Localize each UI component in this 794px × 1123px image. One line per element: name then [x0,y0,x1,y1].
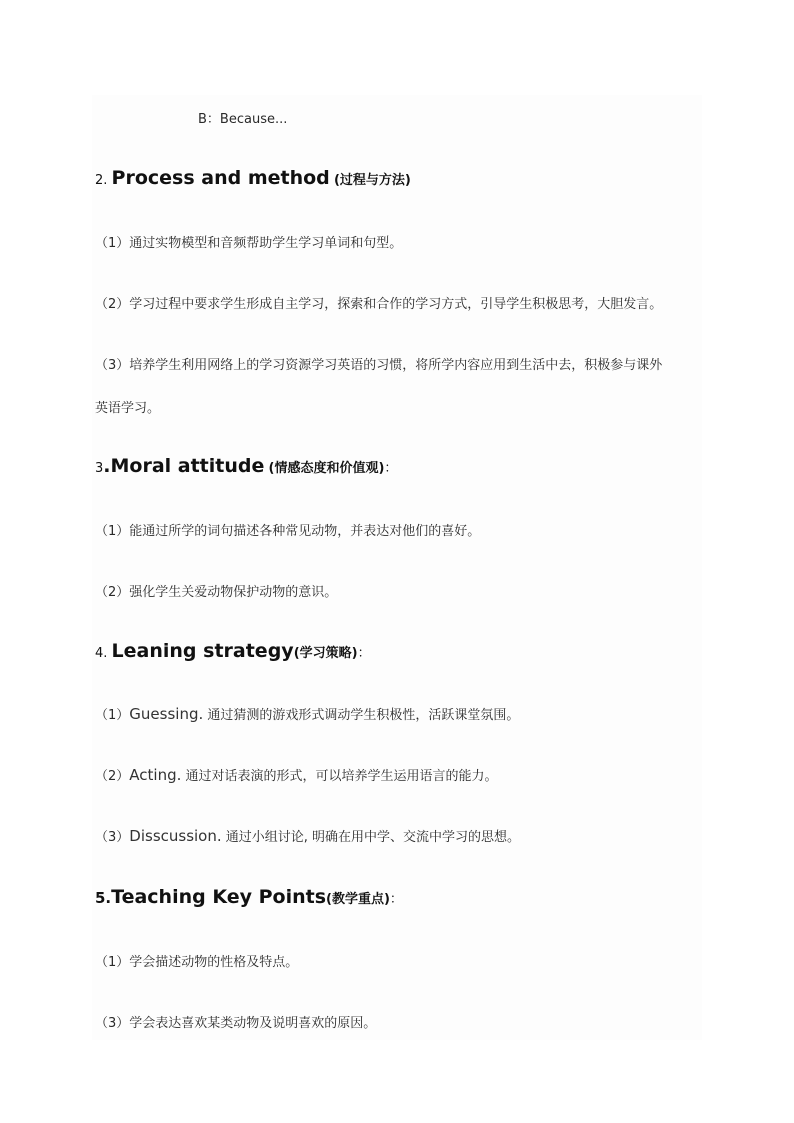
section-title-en: Teaching Key Points [111,886,327,908]
section-title-zh: (过程与方法) [333,173,411,188]
list-item [95,765,498,784]
item-prefix: （3） [95,830,130,845]
item-text: 通过小组讨论, 明确在用中学、交流中学习的思想。 [225,830,521,845]
section-title-en: Process and method [111,167,330,189]
section-title-en: Leaning strategy [111,640,294,662]
section-number: 3 [95,461,104,476]
item-term: Guessing. [129,705,204,723]
section-title-zh: (教学重点) [326,892,390,907]
section-title-en: .Moral attitude [103,455,265,477]
section-heading-teaching-key-points [95,886,403,908]
section-suffix: ： [384,461,398,476]
list-item-continuation: 英语学习。 [95,401,161,416]
item-text: 通过对话表演的形式，可以培养学生运用语言的能力。 [185,769,498,784]
section-title-zh: (学习策略) [293,646,358,661]
item-term: Disscussion. [129,827,222,845]
list-item [95,704,519,723]
section-suffix: ： [389,892,403,907]
list-item: （3）培养学生利用网络上的学习资源学习英语的习惯，将所学内容应用到生活中去，积极参与课外 [95,358,663,373]
list-item: （1）通过实物模型和音频帮助学生学习单词和句型。 [95,236,403,251]
section-heading-leaning-strategy [95,640,371,662]
item-prefix: （1） [95,708,130,723]
section-heading-process-method [95,167,411,189]
list-item: （2）学习过程中要求学生形成自主学习，探索和合作的学习方式，引导学生积极思考，大胆发言。 [95,297,663,312]
item-prefix: （2） [95,769,130,784]
list-item: （2）强化学生关爱动物保护动物的意识。 [95,585,338,600]
section-number: 4. [95,646,108,661]
item-term: Acting. [129,766,182,784]
section-heading-moral-attitude [95,455,397,477]
intro-reply: B：Because... [198,112,288,127]
section-number: 2. [95,173,108,188]
section-title-zh: (情感态度和价值观) [268,461,385,476]
list-item: （3）学会表达喜欢某类动物及说明喜欢的原因。 [95,1016,377,1031]
section-number: 5. [95,889,112,907]
list-item: （1）能通过所学的词句描述各种常见动物，并表达对他们的喜好。 [95,524,481,539]
item-text: 通过猜测的游戏形式调动学生积极性，活跃课堂氛围。 [207,708,520,723]
list-item: （1）学会描述动物的性格及特点。 [95,955,299,970]
list-item [95,826,520,845]
section-suffix: ： [357,646,371,661]
